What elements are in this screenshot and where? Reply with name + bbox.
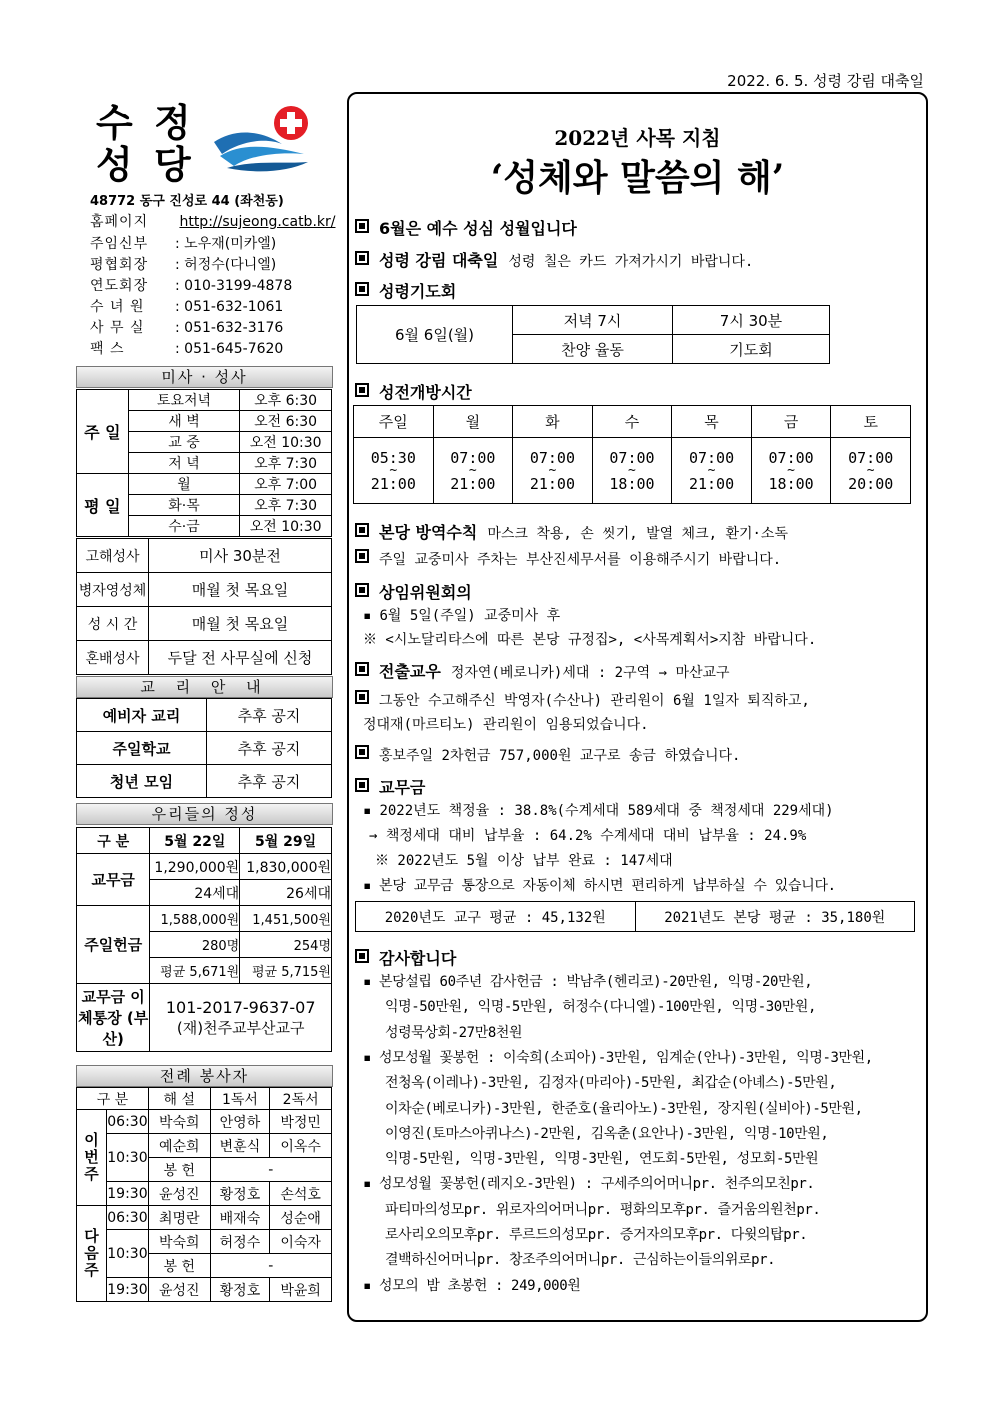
offering-header: 우리들의 정성: [76, 803, 333, 825]
account-owner: (재)천주교부산교구: [176, 1018, 305, 1037]
servers-head: 구 분 해 설 1독서 2독서: [77, 1088, 332, 1110]
account-number: 101-2017-9637-07: [165, 997, 316, 1017]
main-title: ‘성체와 말씀의 해’: [490, 157, 785, 199]
sacrament-row: 혼배성사 두달 전 사무실에 신청: [77, 641, 332, 675]
open-tilde: ~: [389, 462, 398, 478]
committee-line-1: ▪ 6월 5일(주일) 교중미사 후: [363, 605, 560, 625]
open-tilde: ~: [548, 462, 557, 478]
server-row: 다음주 06:30 최명란 배재숙 성순애: [77, 1206, 332, 1230]
thanks-line: ▪ 성모성월 꽃봉헌 : 이숙희(소피아)-3만원, 임계순(안나)-3만원, 익명-3만원,: [363, 1047, 873, 1067]
thanks-line: 이영진(토마스아퀴나스)-2만원, 김옥춘(요안나)-3만원, 익명-10만원,: [385, 1125, 829, 1142]
info-row: 연도회장 : 010-3199-4878: [90, 278, 293, 294]
thanks-line: 전청옥(이레나)-3만원, 김정자(마리아)-5만원, 최갑순(아녜스)-5만원,: [385, 1075, 837, 1092]
sacrament-row: 고해성사 미사 30분전: [77, 539, 332, 573]
open-time: 07:00: [768, 448, 814, 467]
thanks-line: 파티마의성모pr. 위로자의어머니pr. 평화의모후pr. 즐거움의원천pr.: [385, 1201, 821, 1218]
mass-table: [76, 389, 332, 537]
kyomu-average-table: 2020년도 교구 평균 : 45,132원 2021년도 본당 평균 : 35,180원: [355, 901, 915, 932]
close-time: 21:00: [529, 474, 575, 493]
open-days-row: 주일 월 화 수 목 금 토: [354, 406, 911, 438]
server-row: 이번주 06:30 박숙희 안영하 박정민: [77, 1110, 332, 1134]
thanks-line: 익명-5만원, 익명-3만원, 익명-3만원, 연도회-5만원, 성모회-5만원: [385, 1151, 819, 1168]
mass-row: 주 일 토요저녁 오후 6:30: [77, 390, 332, 411]
open-tilde: ~: [628, 462, 636, 478]
thanks-line: 이차순(베로니카)-3만원, 한준호(율리아노)-3만원, 장지원(실비아)-5만원,: [385, 1100, 863, 1117]
offering-row: 평균 5,671원 평균 5,715원: [77, 958, 332, 984]
offering-row: 24세대 26세대: [77, 880, 332, 906]
doctrine-table: [76, 698, 332, 798]
sacrament-table: [76, 538, 332, 675]
section-committee: 상임위원회의: [355, 580, 472, 603]
kyomu-line-3: ※ 2022년도 5월 이상 납부 완료 : 147세대: [375, 853, 673, 869]
parish-name-2: 성 당: [96, 142, 195, 187]
thanks-line: 익명-50만원, 익명-5만원, 허정수(다니엘)-100만원, 익명-30만원,: [385, 999, 817, 1016]
thanks-line: 결백하신어머니pr. 창조주의어머니pr. 근심하는이들의위로pr.: [385, 1252, 776, 1269]
section-june: 6월은 예수 성심 성월입니다: [355, 216, 577, 239]
servers-table: [76, 1087, 332, 1302]
mass-row: 평 일 월 오후 7:00: [77, 474, 332, 495]
mass-group-label: 주 일: [77, 390, 129, 474]
open-times-row: [354, 438, 911, 504]
offering-head: 구 분 5월 22일 5월 29일: [77, 828, 332, 854]
section-transfer: 전출교우 정자연(베로니카)세대 : 2구역 → 마산교구: [355, 659, 730, 682]
section-prayer: 성령기도회: [355, 279, 456, 302]
mass-row: 새 벽 오전 6:30: [77, 411, 332, 432]
section-kyomu: 교무금: [355, 775, 425, 798]
close-time: 18:00: [768, 474, 814, 493]
info-row: 수 녀 원 : 051-632-1061: [90, 299, 284, 315]
open-tilde: ~: [468, 462, 477, 478]
offering-row: 교무금 1,290,000원 1,830,000원: [77, 854, 332, 880]
thanks-line: 로사리오의모후pr. 루르드의성모pr. 증거자의모후pr. 다윗의탑pr.: [385, 1227, 808, 1243]
close-time: 21:00: [370, 474, 416, 493]
offering-table: [76, 827, 332, 1052]
close-time: 21:00: [450, 474, 496, 493]
kyomu-line-1: ▪ 2022년도 책정율 : 38.8%(수계세대 589세대 중 책정세대 229세대): [363, 800, 834, 820]
open-tilde: ~: [707, 462, 716, 478]
info-row: 평협회장 : 허정수(다니엘): [90, 257, 277, 273]
close-time: 21:00: [688, 474, 735, 493]
open-time: 07:00: [848, 448, 894, 467]
info-row: 주임신부 : 노우재(미카엘): [90, 236, 277, 252]
staff-line-2: 정대재(마르티노) 관리원이 임용되었습니다.: [363, 717, 649, 733]
open-time: 07:00: [688, 448, 735, 467]
thanks-line: ▪ 성모의 밤 초봉헌 : 249,000원: [363, 1275, 580, 1295]
mass-group-label: 평 일: [77, 474, 129, 537]
main-subtitle: 2022년 사목 지침: [554, 126, 721, 150]
doctrine-row: 예비자 교리 추후 공지: [77, 699, 332, 732]
kyomu-line-4: ▪ 본당 교무금 통장으로 자동이체 하시면 편리하게 납부하실 수 있습니다.: [363, 875, 836, 895]
parish-name-1: 수 정: [96, 100, 195, 145]
server-row: 19:30 윤성진 황정호 손석호: [77, 1182, 332, 1206]
thanks-line: ▪ 본당설립 60주년 감사헌금 : 박남추(헨리코)-20만원, 익명-20만원,: [363, 971, 812, 991]
committee-line-2: ※ <시노달리타스에 따른 본당 규정집>, <사목계획서>지참 바랍니다.: [363, 632, 817, 648]
section-staff: 그동안 수고해주신 박영자(수산나) 관리원이 6월 1일자 퇴직하고,: [355, 690, 810, 710]
parish-logo: [212, 102, 317, 177]
offering-row: 주일헌금 1,588,000원 1,451,500원: [77, 906, 332, 932]
homepage-link[interactable]: http://sujeong.catb.kr/: [179, 214, 336, 230]
server-row: 19:30 윤성진 황정호 박윤희: [77, 1278, 332, 1302]
sacrament-row: 병자영성체 매월 첫 목요일: [77, 573, 332, 607]
offering-row: 280명 254명: [77, 932, 332, 958]
section-quarantine: 본당 방역수칙 마스크 착용, 손 씻기, 발열 체크, 환기·소독: [355, 520, 788, 543]
open-time: 07:00: [529, 448, 575, 467]
info-row: 팩 스 : 051-645-7620: [90, 341, 284, 357]
doctrine-header: 교 리 안 내: [76, 676, 333, 698]
close-time: 20:00: [848, 474, 894, 493]
server-row: 봉 헌 -: [77, 1254, 332, 1278]
doctrine-row: 주일학교 추후 공지: [77, 732, 332, 765]
account-row: 교무금 이체통장 (부산) 101-2017-9637-07 (재)천주교부산교구: [77, 984, 332, 1052]
mass-header: 미사 · 성사: [76, 366, 333, 388]
homepage-row: 홈페이지 http://sujeong.catb.kr/: [90, 214, 336, 230]
server-row: 10:30 예순희 변훈식 이옥수: [77, 1134, 332, 1158]
server-row: 10:30 박숙희 허정수 이숙자: [77, 1230, 332, 1254]
info-row: 사 무 실 : 051-632-3176: [90, 320, 284, 336]
address: 48772 동구 진성로 44 (좌천동): [90, 194, 284, 209]
open-time: 07:00: [450, 448, 496, 467]
mass-row: 수·금 오전 10:30: [77, 516, 332, 537]
issue-date: 2022. 6. 5. 성령 강림 대축일: [727, 72, 924, 90]
thanks-line: 성령묵상회-27만8천원: [385, 1024, 523, 1041]
kyomu-line-2: → 책정세대 대비 납부율 : 64.2% 수계세대 대비 납부율 : 24.9%: [369, 828, 807, 844]
servers-header: 전례 봉사자: [76, 1065, 333, 1087]
thanks-line: ▪ 성모성월 꽃봉헌(레지오-3만원) : 구세주의어머니pr. 천주의모친pr.: [363, 1173, 814, 1193]
section-open-hours: 성전개방시간: [355, 380, 472, 403]
open-hours-table: [353, 405, 911, 504]
prayer-table: 6월 6일(월) 저녁 7시 7시 30분 찬양 율동 기도회: [356, 305, 830, 364]
open-tilde: ~: [787, 462, 795, 478]
mass-row: 저 녁 오후 7:30: [77, 453, 332, 474]
section-thanks: 감사합니다: [355, 946, 456, 969]
section-parking: 주일 교중미사 주차는 부산진세무서를 이용해주시기 바랍니다.: [355, 549, 781, 569]
open-time: 05:30: [370, 448, 416, 467]
close-time: 18:00: [609, 474, 655, 493]
open-time: 07:00: [609, 448, 655, 467]
mass-row: 화·목 오후 7:30: [77, 495, 332, 516]
server-row: 봉 헌 -: [77, 1158, 332, 1182]
section-pentecost: 성령 강림 대축일 성령 칠은 카드 가져가시기 바랍니다.: [355, 248, 753, 271]
doctrine-row: 청년 모임 추후 공지: [77, 765, 332, 798]
open-tilde: ~: [866, 462, 875, 478]
mass-row: 교 중 오전 10:30: [77, 432, 332, 453]
section-promo: 홍보주일 2차헌금 757,000원 교구로 송금 하였습니다.: [355, 745, 740, 765]
sacrament-row: 성 시 간 매월 첫 목요일: [77, 607, 332, 641]
